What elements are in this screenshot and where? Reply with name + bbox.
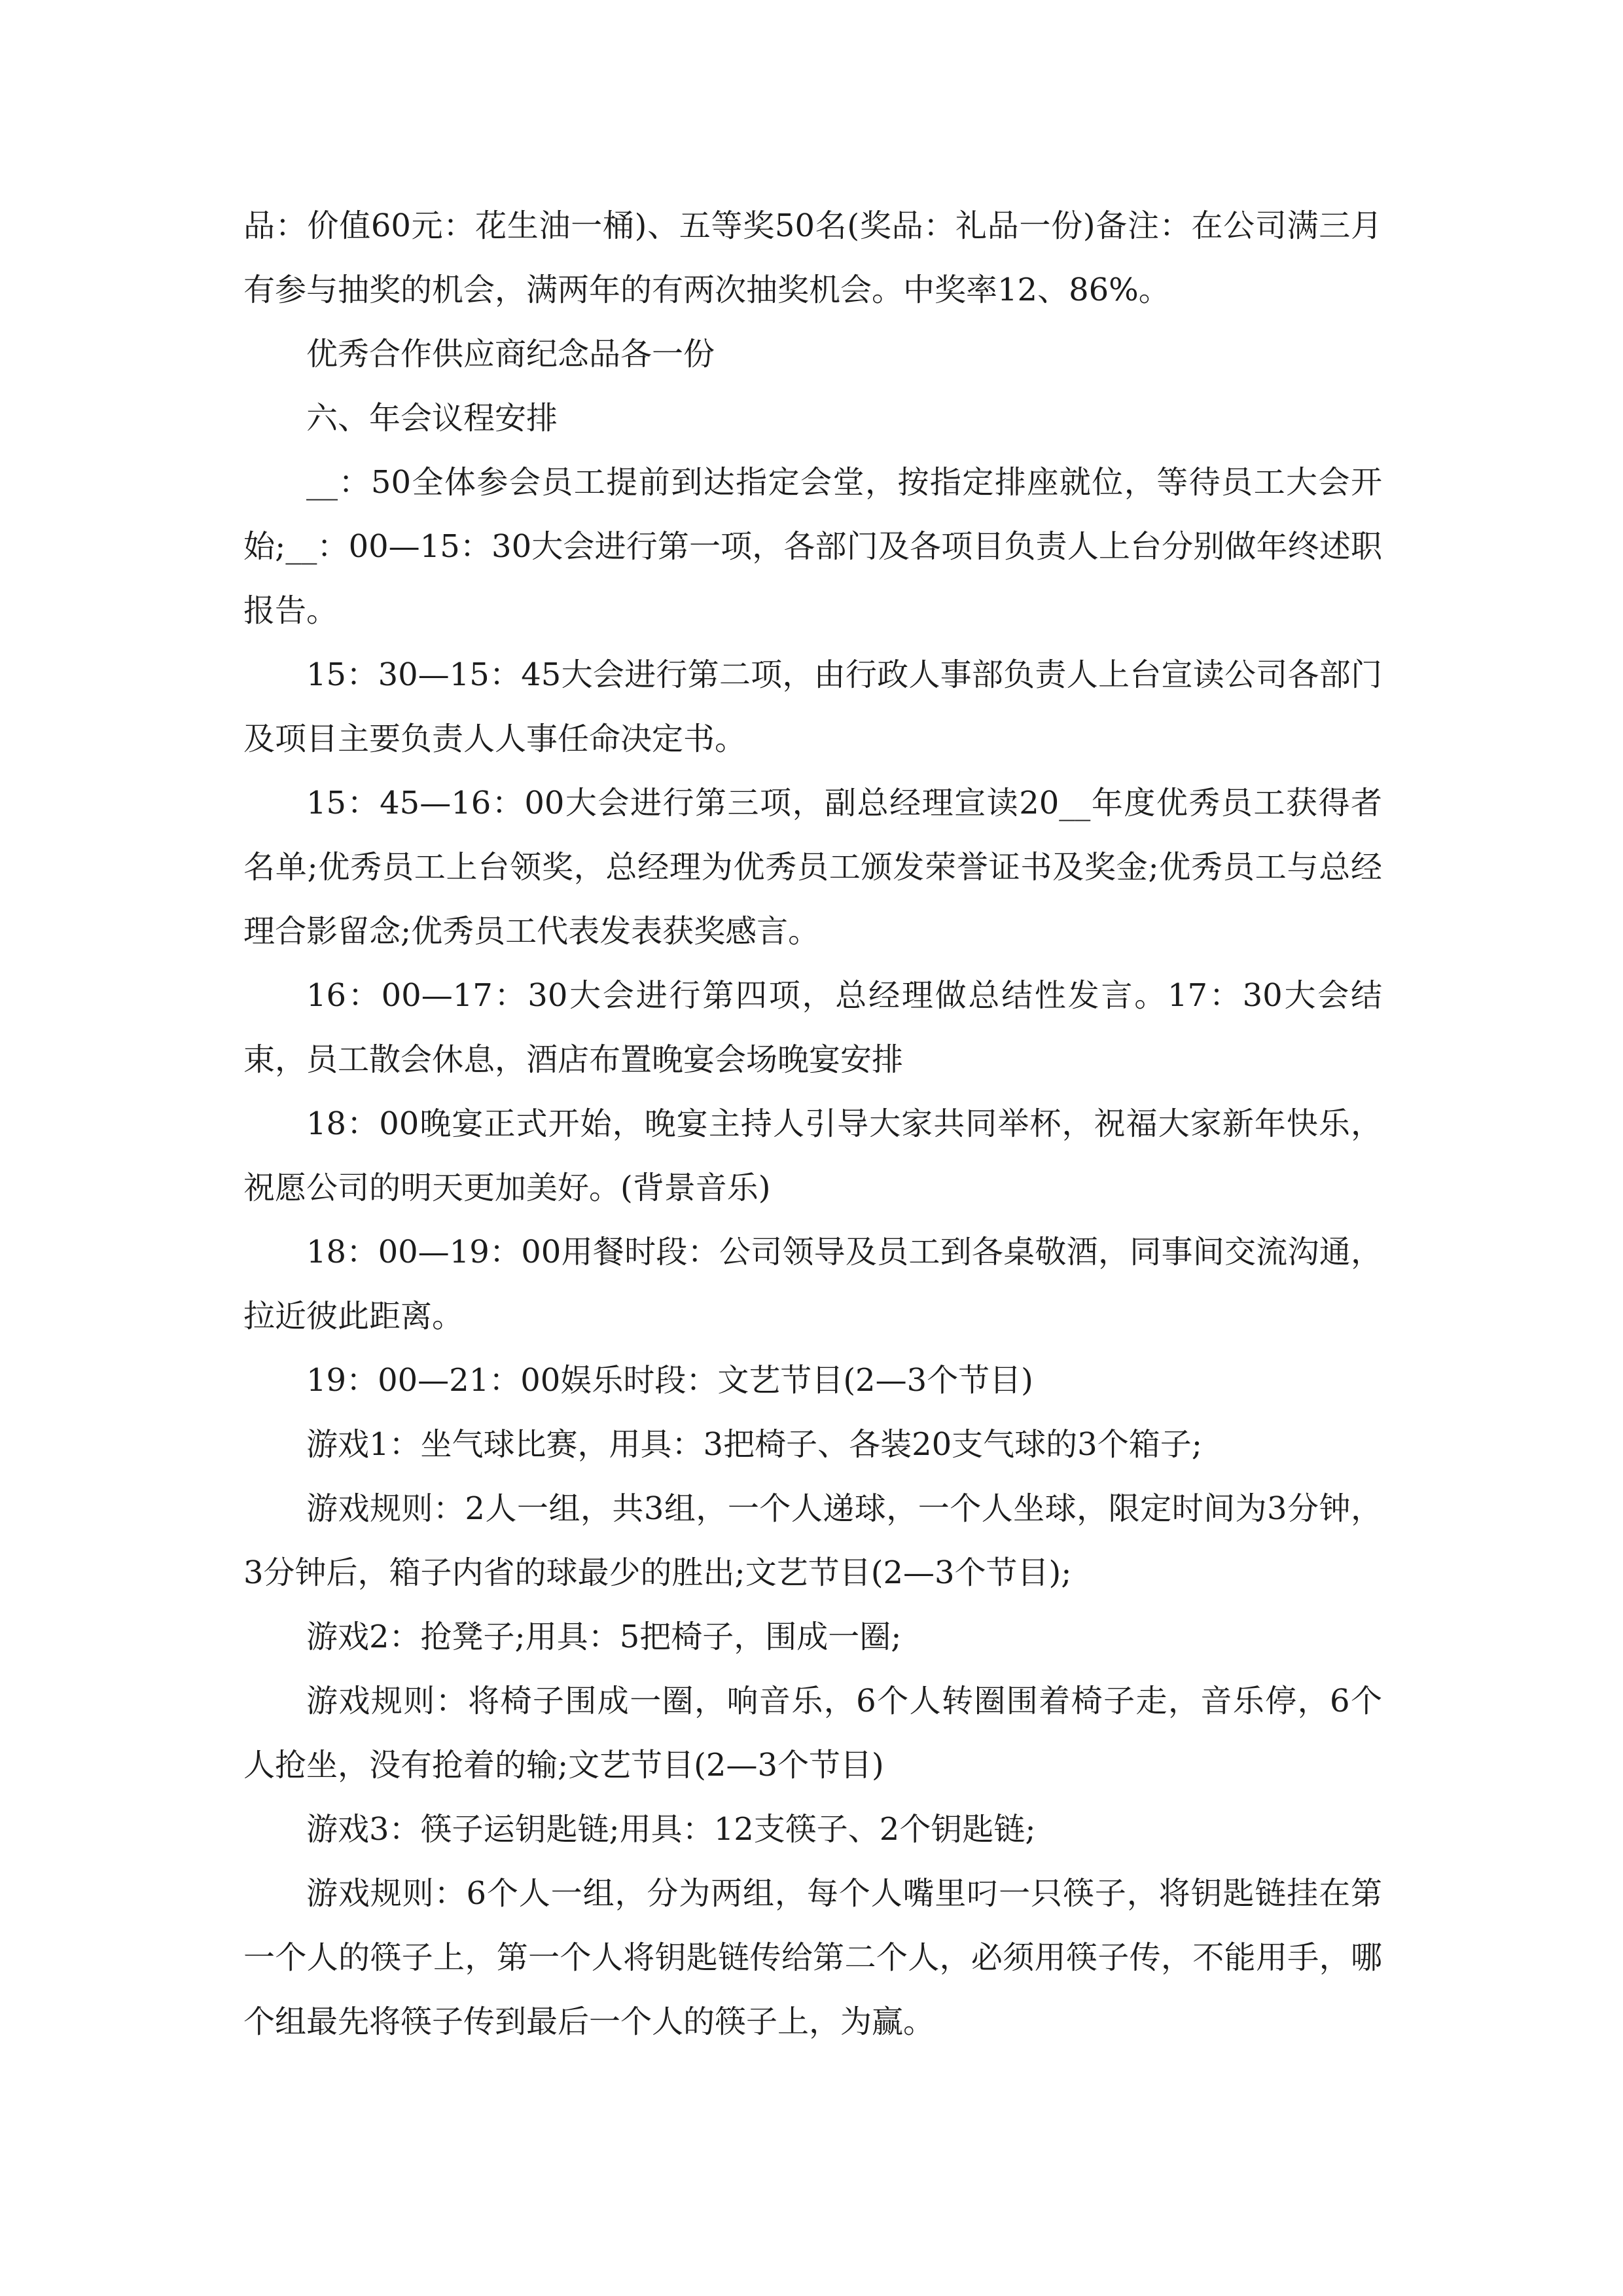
paragraph-game-1: 游戏1：坐气球比赛，用具：3把椅子、各装20支气球的3个箱子; xyxy=(306,1426,1202,1463)
paragraph-game-3: 游戏3：筷子运钥匙链;用具：12支筷子、2个钥匙链; xyxy=(306,1811,1036,1848)
paragraph-dining-time: 18：00—19：00用餐时段：公司领导及员工到各桌敬酒，同事间交流沟通，拉近彼此距离。 xyxy=(243,1234,1382,1335)
document-body xyxy=(243,194,1382,2054)
paragraph-game-2-rules: 游戏规则：将椅子围成一圈，响音乐，6个人转圈围着椅子走，音乐停，6个人抢坐，没有抢着的输;文艺节目(2—3个节目) xyxy=(243,1683,1382,1784)
paragraph-game-1-rules: 游戏规则：2人一组，共3组，一个人递球，一个人坐球，限定时间为3分钟，3分钟后，箱子内省的球最少的胜出;文艺节目(2—3个节目); xyxy=(243,1490,1382,1591)
paragraph-agenda-item-2: 15：30—15：45大会进行第二项，由行政人事部负责人上台宣读公司各部门及项目主要负责人人事任命决定书。 xyxy=(243,656,1382,757)
paragraph-game-3-rules: 游戏规则：6个人一组，分为两组，每个人嘴里叼一只筷子，将钥匙链挂在第一个人的筷子上，第一个人将钥匙链传给第二个人，必须用筷子传，不能用手，哪个组最先将筷子传到最后一个人的筷子上，为赢。 xyxy=(243,1875,1382,2040)
paragraph-agenda-opening: __：50全体参会员工提前到达指定会堂，按指定排座就位，等待员工大会开始;__：00—15：30大会进行第一项，各部门及各项目负责人上台分别做年终述职报告。 xyxy=(243,464,1382,629)
paragraph-entertainment-time: 19：00—21：00娱乐时段：文艺节目(2—3个节目) xyxy=(306,1362,1033,1399)
paragraph-banquet-start: 18：00晚宴正式开始，晚宴主持人引导大家共同举杯，祝福大家新年快乐，祝愿公司的明天更加美好。(背景音乐) xyxy=(243,1105,1382,1206)
paragraph-agenda-item-3: 15：45—16：00大会进行第三项，副总经理宣读20__年度优秀员工获得者名单;优秀员工上台领奖，总经理为优秀员工颁发荣誉证书及奖金;优秀员工与总经理合影留念;优秀员工代表发表获奖感言。 xyxy=(243,785,1382,950)
paragraph-supplier-gifts: 优秀合作供应商纪念品各一份 xyxy=(306,336,715,372)
section-heading-agenda: 六、年会议程安排 xyxy=(306,400,558,437)
paragraph-game-2: 游戏2：抢凳子;用具：5把椅子，围成一圈; xyxy=(306,1619,902,1655)
paragraph-prize-note: 品：价值60元：花生油一桶)、五等奖50名(奖品：礼品一份)备注：在公司满三月有参与抽奖的机会，满两年的有两次抽奖机会。中奖率12、86%。 xyxy=(243,207,1382,308)
paragraph-agenda-item-4: 16：00—17：30大会进行第四项，总经理做总结性发言。17：30大会结束，员工散会休息，酒店布置晚宴会场晚宴安排 xyxy=(243,977,1382,1078)
